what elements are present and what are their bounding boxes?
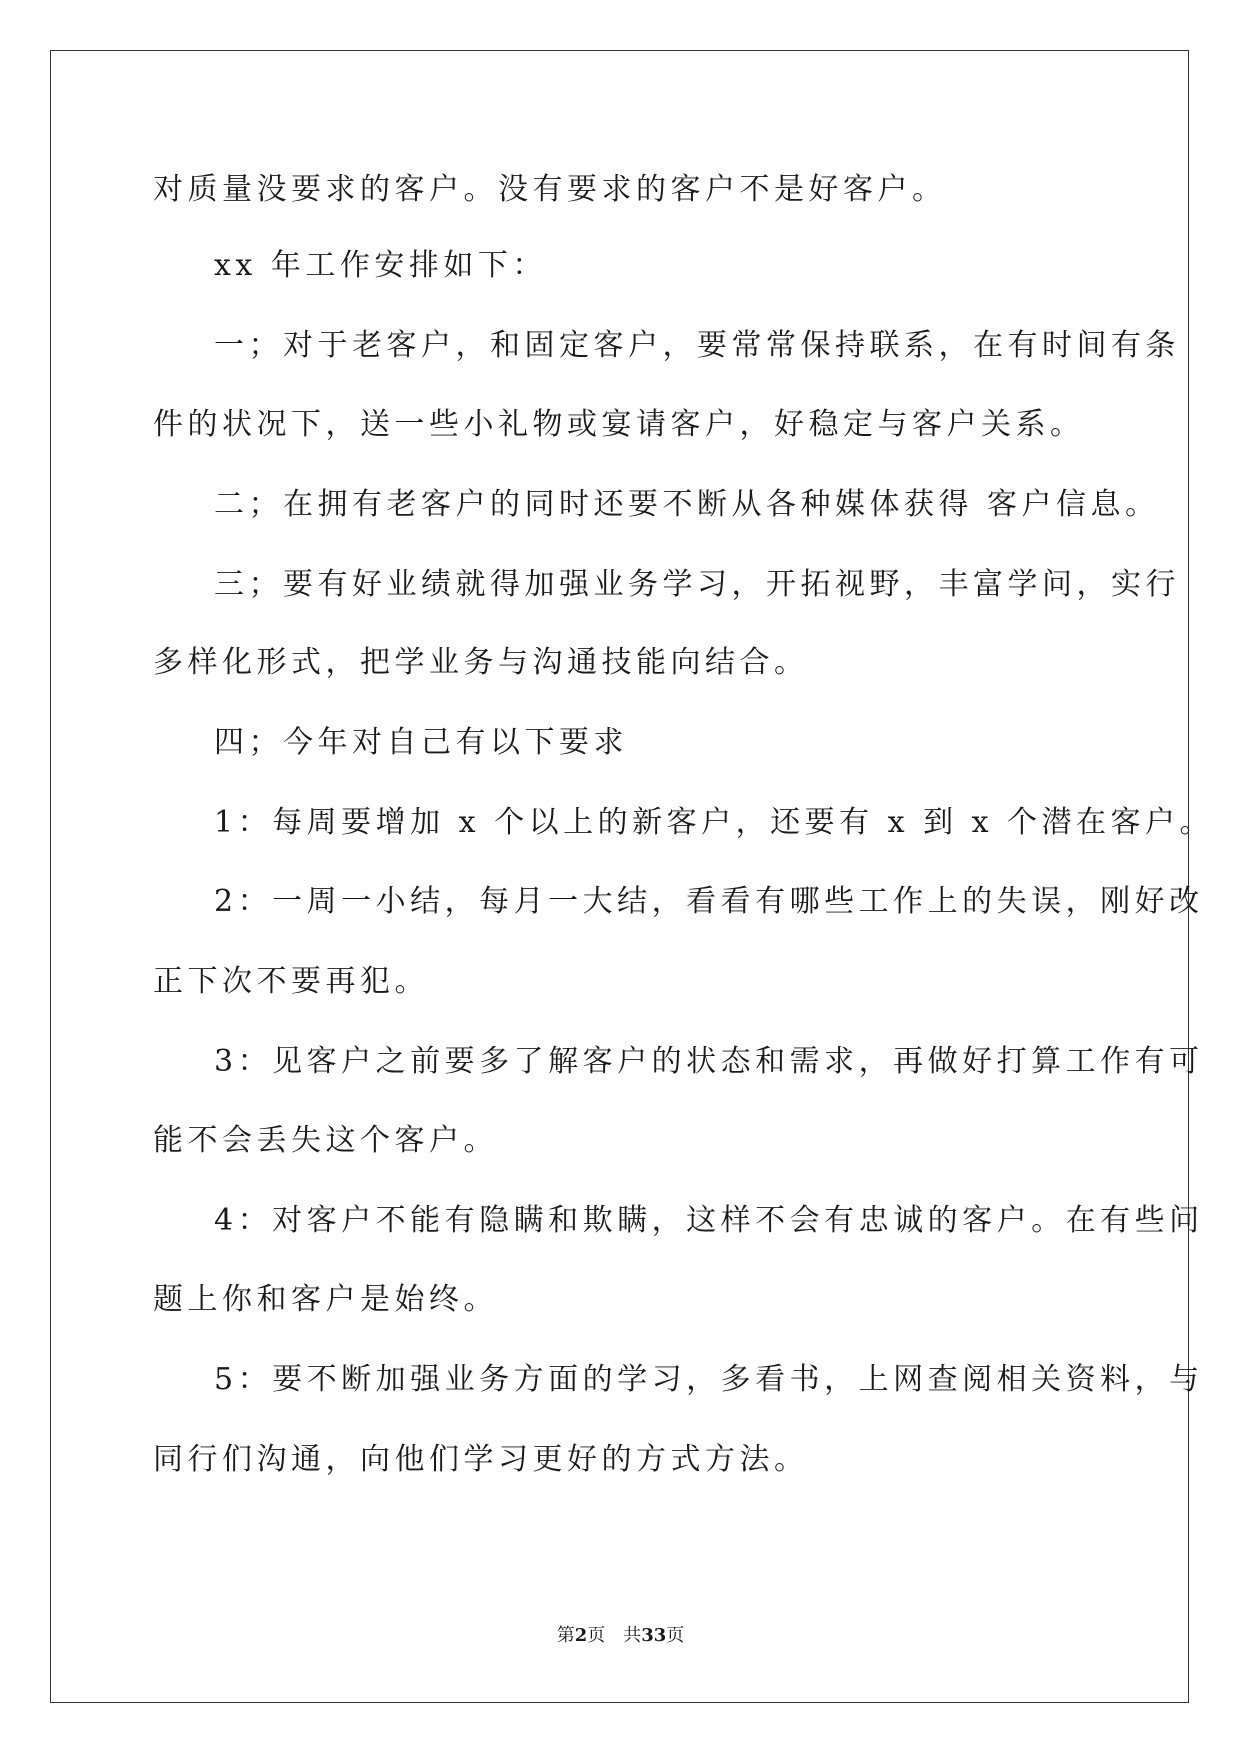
page-footer bbox=[0, 1624, 1241, 1648]
text-line: 能不会丢失这个客户。 bbox=[153, 1123, 498, 1158]
text-line: 题上你和客户是始终。 bbox=[153, 1282, 498, 1317]
text-line: 5：要不断加强业务方面的学习，多看书，上网查阅相关资料，与 bbox=[214, 1362, 1204, 1397]
total-unit: 页 bbox=[666, 1625, 685, 1646]
text-line: xx 年工作安排如下： bbox=[214, 248, 547, 283]
text-line: 一；对于老客户，和固定客户，要常常保持联系，在有时间有条 bbox=[214, 328, 1180, 363]
total-prefix: 共 bbox=[623, 1625, 642, 1646]
text-line: 1：每周要增加 x 个以上的新客户，还要有 x 到 x 个潜在客户。 bbox=[214, 805, 1215, 840]
page-unit: 页 bbox=[587, 1625, 606, 1646]
text-line: 多样化形式，把学业务与沟通技能向结合。 bbox=[153, 645, 809, 680]
text-line: 二；在拥有老客户的同时还要不断从各种媒体获得 客户信息。 bbox=[214, 487, 1160, 522]
text-line: 对质量没要求的客户。没有要求的客户不是好客户。 bbox=[153, 172, 947, 207]
total-pages: 33 bbox=[641, 1625, 667, 1646]
text-line: 4：对客户不能有隐瞒和欺瞒，这样不会有忠诚的客户。在有些问 bbox=[214, 1203, 1204, 1238]
text-line: 同行们沟通，向他们学习更好的方式方法。 bbox=[153, 1442, 809, 1477]
text-line: 正下次不要再犯。 bbox=[153, 964, 429, 999]
page-prefix: 第 bbox=[556, 1625, 575, 1646]
page-number: 2 bbox=[574, 1625, 588, 1646]
text-line: 三；要有好业绩就得加强业务学习，开拓视野，丰富学问，实行 bbox=[214, 567, 1180, 602]
text-line: 四；今年对自己有以下要求 bbox=[214, 725, 628, 760]
text-line: 件的状况下，送一些小礼物或宴请客户，好稳定与客户关系。 bbox=[153, 407, 1085, 442]
text-line: 2：一周一小结，每月一大结，看看有哪些工作上的失误，刚好改 bbox=[214, 884, 1204, 919]
text-line: 3：见客户之前要多了解客户的状态和需求，再做好打算工作有可 bbox=[214, 1044, 1204, 1079]
